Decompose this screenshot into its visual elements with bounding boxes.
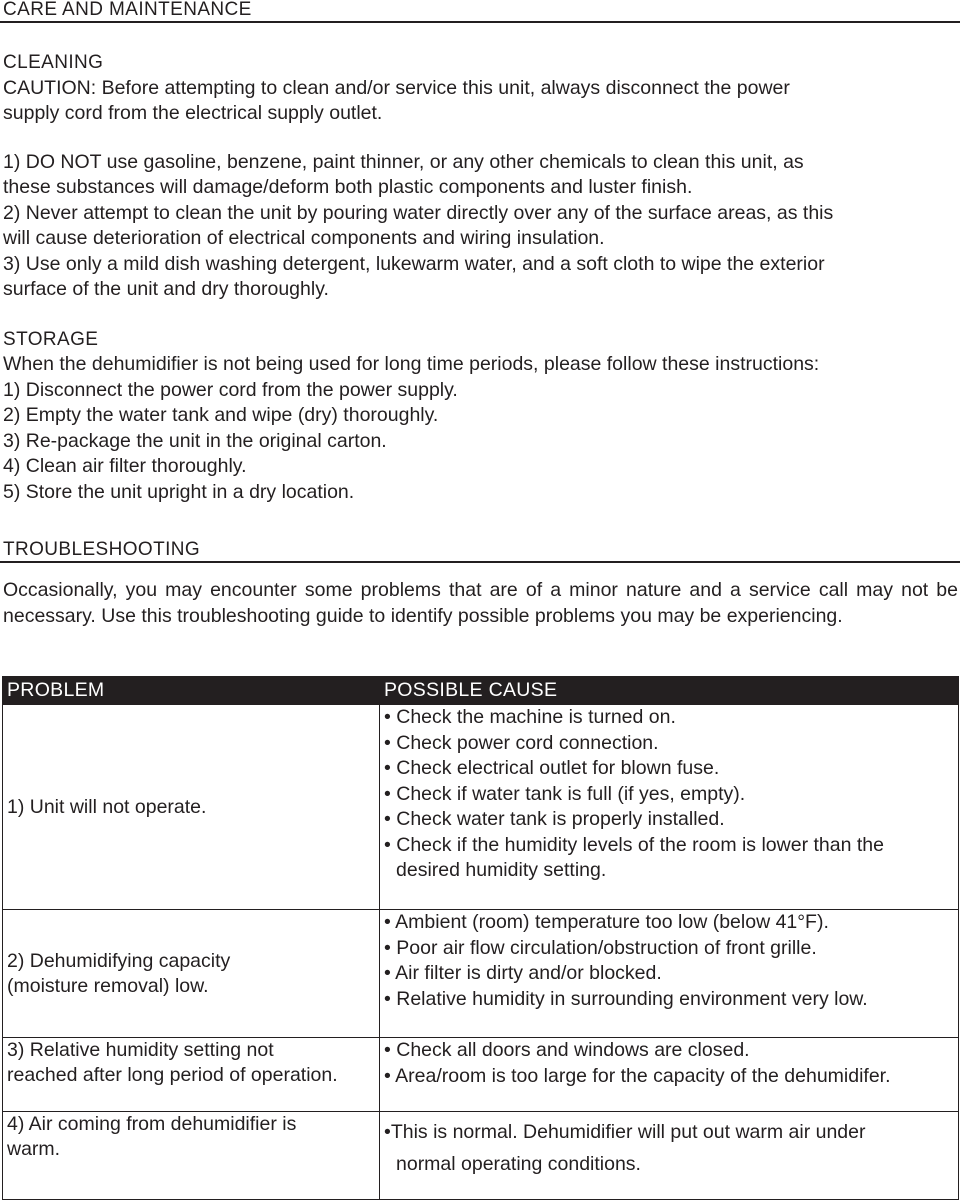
cleaning-instruction-line: 3) Use only a mild dish washing detergent, lukewarm water, and a soft cloth to wipe the exterior — [3, 253, 825, 275]
storage-heading: STORAGE — [3, 329, 99, 350]
cause-item: •This is normal. Dehumidifier will put out warm air under — [384, 1121, 866, 1143]
cause-item: • Check if water tank is full (if yes, empty). — [384, 782, 746, 805]
cause-item: • Check if the humidity levels of the room is lower than the — [384, 833, 884, 856]
storage-line: When the dehumidifier is not being used for long time periods, please follow these instructions: — [3, 353, 820, 375]
table-row — [3, 910, 959, 1038]
troubleshooting-rule — [0, 561, 960, 563]
cause-item: desired humidity setting. — [396, 859, 607, 881]
storage-line: 2) Empty the water tank and wipe (dry) thoroughly. — [3, 404, 439, 426]
cause-cell — [380, 910, 959, 1038]
cause-item: • Ambient (room) temperature too low (below 41°F). — [384, 911, 829, 933]
storage-line: 4) Clean air filter thoroughly. — [3, 455, 247, 477]
cleaning-heading: CLEANING — [3, 52, 104, 73]
cause-cell — [380, 705, 959, 910]
problem-text: 2) Dehumidifying capacity — [7, 949, 231, 972]
problem-text: warm. — [7, 1138, 61, 1160]
table-row — [3, 705, 959, 910]
problem-text: (moisture removal) low. — [7, 974, 209, 997]
troubleshooting-heading: TROUBLESHOOTING — [3, 539, 201, 560]
cause-item: • Check water tank is properly installed. — [384, 808, 725, 830]
cause-cell — [380, 1112, 959, 1200]
care-maintenance-heading: CARE AND MAINTENANCE — [3, 0, 252, 20]
problem-text: 1) Unit will not operate. — [7, 795, 207, 818]
cause-item: • Check the machine is turned on. — [384, 706, 676, 728]
caution-line: supply cord from the electrical supply outlet. — [3, 102, 383, 124]
cause-cell — [380, 1038, 959, 1112]
cleaning-instruction-line: will cause deterioration of electrical components and wiring insulation. — [3, 227, 605, 249]
cause-item: • Check power cord connection. — [384, 731, 659, 754]
problem-cell — [3, 910, 380, 1038]
problem-cell — [3, 1038, 380, 1112]
troubleshooting-intro: Occasionally, you may encounter some problems that are of a minor nature and a service call may not be necessary. Use this troubleshooting guide to identify possible problems you may be experiencing. — [3, 579, 958, 627]
storage-line: 3) Re-package the unit in the original carton. — [3, 430, 387, 452]
cause-item: • Air filter is dirty and/or blocked. — [384, 962, 662, 984]
storage-line: 5) Store the unit upright in a dry location. — [3, 481, 355, 503]
cause-item: • Relative humidity in surrounding environment very low. — [384, 987, 868, 1010]
cleaning-instruction-line: these substances will damage/deform both plastic components and luster finish. — [3, 176, 693, 198]
cause-item: • Check all doors and windows are closed. — [384, 1039, 750, 1061]
caution-line: CAUTION: Before attempting to clean and/or service this unit, always disconnect the power — [3, 77, 790, 99]
problem-text: reached after long period of operation. — [7, 1064, 338, 1086]
cause-item: normal operating conditions. — [396, 1153, 641, 1175]
cause-item: • Check electrical outlet for blown fuse. — [384, 757, 720, 779]
cause-item: • Poor air flow circulation/obstruction of front grille. — [384, 936, 817, 959]
problem-text: 4) Air coming from dehumidifier is — [7, 1113, 297, 1135]
problem-cell — [3, 1112, 380, 1200]
problem-text: 3) Relative humidity setting not — [7, 1039, 274, 1061]
storage-line: 1) Disconnect the power cord from the power supply. — [3, 379, 458, 401]
cause-item: • Area/room is too large for the capacity of the dehumidifer. — [384, 1064, 891, 1087]
table-header-row — [3, 677, 959, 705]
troubleshooting-table — [2, 676, 959, 1200]
problem-cell — [3, 705, 380, 910]
care-maintenance-rule — [0, 21, 960, 23]
cleaning-instruction-line: 1) DO NOT use gasoline, benzene, paint thinner, or any other chemicals to clean this unit, as — [3, 151, 804, 173]
table-row — [3, 1112, 959, 1200]
cleaning-instruction-line: 2) Never attempt to clean the unit by pouring water directly over any of the surface areas, as this — [3, 202, 834, 224]
possible-cause-column-header: POSSIBLE CAUSE — [380, 677, 959, 705]
cleaning-instruction-line: surface of the unit and dry thoroughly. — [3, 278, 329, 300]
problem-column-header: PROBLEM — [3, 677, 380, 705]
table-row — [3, 1038, 959, 1112]
